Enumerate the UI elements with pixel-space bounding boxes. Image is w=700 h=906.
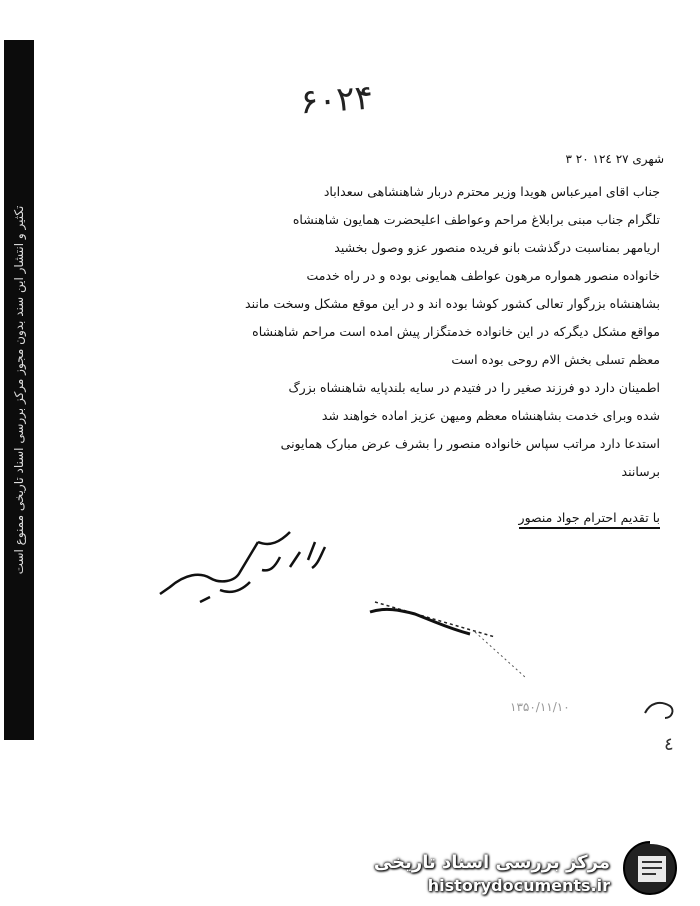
date-stamp: [355, 582, 535, 682]
letter-line: خانواده منصور همواره مرهون عواطف همایونی بوده و در راه خدمت: [306, 268, 660, 283]
letter-line: اریامهر بمناسبت درگذشت بانو فریده منصور عزو وصول بخشید: [334, 240, 660, 255]
letter-line: شده وبرای خدمت بشاهنشاه معظم ومیهن عزیز اماده خواهند شد: [321, 408, 660, 423]
letter-line: اطمینان دارد دو فرزند صغیر را در فتیدم در سایه بلندپایه شاهنشاه بزرگ: [288, 380, 660, 395]
archive-title: مرکز بررسی اسناد تاریخی: [373, 852, 610, 873]
letter-line: تلگرام جناب مبنی برابلاغ مراحم وعواطف اعلیحضرت همایون شاهنشاه: [292, 212, 660, 227]
page-number: ٤: [664, 734, 674, 755]
letter-line: بشاهنشاه بزرگوار تعالی کشور کوشا بوده اند و در این موقع مشکل وسخت مانند: [245, 296, 660, 311]
archive-url[interactable]: historydocuments.ir: [427, 876, 610, 895]
letter-line: جناب اقای امیرعباس هویدا وزیر محترم دربار شاهنشاهی سعداباد: [323, 184, 660, 199]
letter-line: مواقع مشکل دیگرکه در این خانواده خدمتگزار پیش امده است مراحم شاهنشاه: [252, 324, 660, 339]
document-number: ۶۰۲۴: [298, 77, 375, 123]
signature-line: با تقدیم احترام جواد منصور: [519, 510, 660, 529]
letter-body: [130, 178, 660, 486]
handwritten-annotation: [140, 512, 340, 612]
faint-stamp-number: ۱۳۵۰/۱۱/۱۰: [510, 700, 570, 714]
margin-stamp-text: تکثیر و انتشار این سند بدون مجوز مرکز بررسی اسناد تاریخی ممنوع است: [12, 205, 26, 575]
letter-line: معظم تسلی بخش الام روحی بوده است: [451, 352, 660, 367]
archive-logo-icon: [610, 838, 692, 898]
date-line: شهری ۲۷ ۱۲٤ ۲۰ ۳: [565, 152, 664, 166]
letter-line: استدعا دارد مراتب سپاس خانواده منصور را بشرف عرض مبارک همایونی: [280, 436, 660, 451]
handwritten-mark: [640, 688, 680, 728]
margin-stamp-strip: [4, 40, 34, 740]
letter-line: برسانند: [621, 464, 660, 479]
